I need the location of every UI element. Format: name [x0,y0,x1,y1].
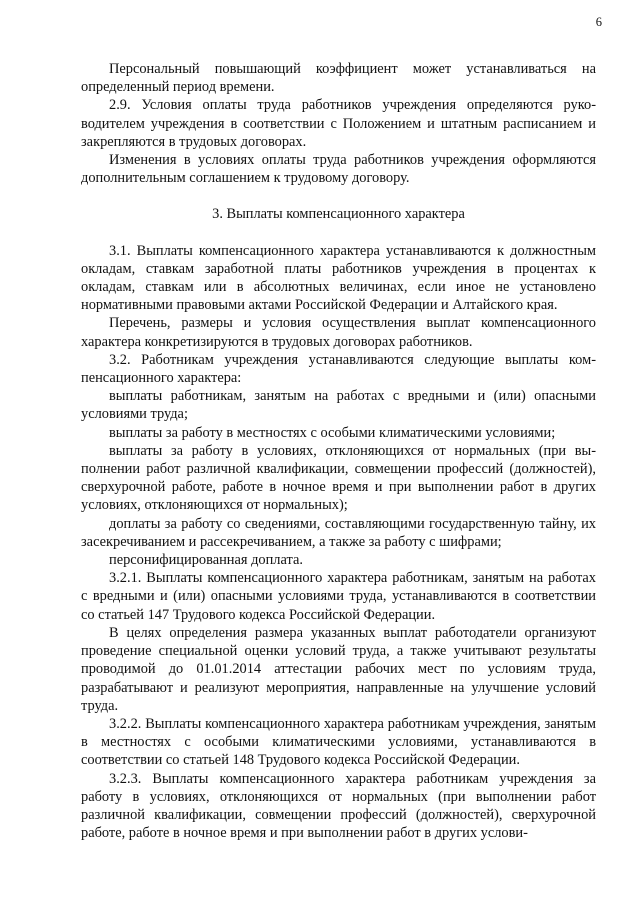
section-heading-3: 3. Выплаты компенсационного характера [212,206,465,223]
paragraph-3-2-1: 3.2.1. Выплаты компенсационного характера работникам, занятым на работах с вредными и (или) опасными условиями труда, устанавливаются в соответствии со статьей 147 Трудового кодекса Российской Федерации. [81,570,596,623]
paragraph-2-9: 2.9. Условия оплаты труда работников учреждения определяются руководителем учреждения в соответствии с Положением и штатным расписанием и закрепляются в трудовых договорах. [81,97,596,150]
paragraph-special-assessment: В целях определения размера указанных выплат работодатели организуют проведение специальной оценки условий труда, а также учитывают результаты проводимой до 01.01.2014 аттестации рабочих мест по условиям труда, разрабатывают и реализуют мероприятия, направленные на улучшение условий труда. [81,624,596,714]
paragraph-personal-coefficient: Персональный повышающий коэффициент может устанавливаться на определенный период времени. [81,61,596,96]
list-item-abnormal-conditions: выплаты за работу в условиях, отклоняющихся от нормальных (при выполнении работ различной квалификации, совмещении профессий (должностей), сверхурочной работе, работе в ночное время и при выполнении работ в других условиях, отклоняющихся от нормальных); [81,442,596,514]
list-item-harmful-conditions: выплаты работникам, занятым на работах с вредными и (или) опасными условиями труда; [81,388,596,423]
paragraph-changes-conditions: Изменения в условиях оплаты труда работников учреждения оформляются дополнительным соглашением к трудовому договору. [81,152,596,187]
paragraph-list-conditions: Перечень, размеры и условия осуществления выплат компенсационного характера конкретизируются в трудовых договорах работников. [81,315,596,350]
list-item-state-secret: доплаты за работу со сведениями, составляющими государственную тайну, их засекречиванием и рассекречиванием, а также за работу с шифрами; [81,515,596,550]
paragraph-3-2: 3.2. Работникам учреждения устанавливаются следующие выплаты компенсационного характера: [81,351,596,387]
document-body [81,60,596,842]
list-item-personal-allowance: персонифицированная доплата. [109,552,303,569]
page-number: 6 [595,15,602,29]
paragraph-3-2-3: 3.2.3. Выплаты компенсационного характера работникам учреждения за работу в условиях, отклоняющихся от нормальных (при выполнении работ различной квалификации, совмещении профессий (должностей), сверхурочной работе, работе в ночное время и при выполнении работ в других услови- [81,770,596,842]
list-item-climatic-conditions: выплаты за работу в местностях с особыми климатическими условиями; [109,424,556,441]
paragraph-3-2-2: 3.2.2. Выплаты компенсационного характера работникам учреждения, занятым в местностях с особыми климатическими условиями, устанавливаются в соответствии со статьей 148 Трудового кодекса Российской Федерации. [81,715,596,769]
paragraph-3-1: 3.1. Выплаты компенсационного характера устанавливаются к должностным окладам, ставкам заработной платы работников учреждения в процентах к окладам, ставкам или в абсолютных величинах, если иное не установлено нормативными правовыми актами Российской Федерации и Алтайского края. [81,242,596,314]
